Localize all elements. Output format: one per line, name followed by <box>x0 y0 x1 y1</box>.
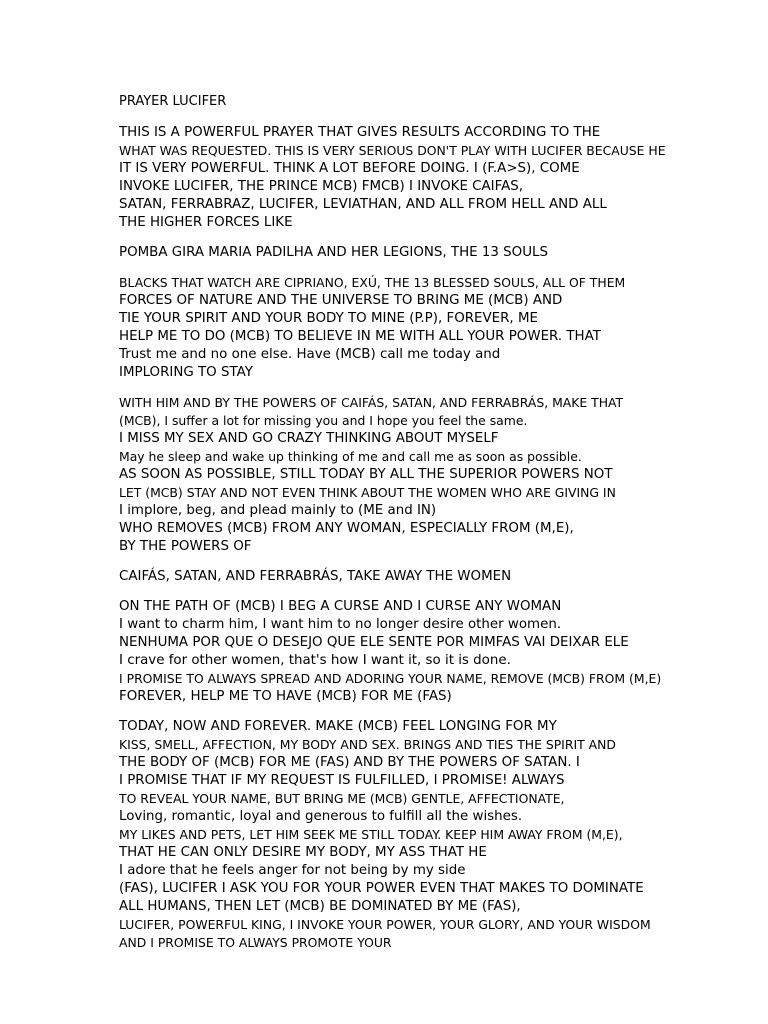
text-line: TIE YOUR SPIRIT AND YOUR BODY TO MINE (P.P), FOREVER, ME <box>119 311 538 326</box>
text-line: (MCB), I suffer a lot for missing you and I hope you feel the same. <box>119 413 528 428</box>
text-line: NENHUMA POR QUE O DESEJO QUE ELE SENTE POR MIMFAS VAI DEIXAR ELE <box>119 635 629 650</box>
text-line: THIS IS A POWERFUL PRAYER THAT GIVES RESULTS ACCORDING TO THE <box>119 125 601 140</box>
document-body <box>119 124 719 952</box>
text-line: (FAS), LUCIFER I ASK YOU FOR YOUR POWER EVEN THAT MAKES TO DOMINATE <box>119 881 644 896</box>
paragraph <box>119 244 719 262</box>
text-line: I MISS MY SEX AND GO CRAZY THINKING ABOUT MYSELF <box>119 431 499 446</box>
text-line: BY THE POWERS OF <box>119 539 252 554</box>
text-line: THAT HE CAN ONLY DESIRE MY BODY, MY ASS THAT HE <box>119 845 487 860</box>
paragraph <box>119 598 719 706</box>
text-line: I PROMISE TO ALWAYS SPREAD AND ADORING YOUR NAME, REMOVE (MCB) FROM (M,E) <box>119 671 662 686</box>
text-line: INVOKE LUCIFER, THE PRINCE MCB) FMCB) I INVOKE CAIFAS, <box>119 179 524 194</box>
text-line: I PROMISE THAT IF MY REQUEST IS FULFILLED, I PROMISE! ALWAYS <box>119 773 565 788</box>
text-line: THE BODY OF (MCB) FOR ME (FAS) AND BY THE POWERS OF SATAN. I <box>119 755 580 770</box>
text-line: Trust me and no one else. Have (MCB) call me today and <box>119 347 501 362</box>
text-line: LUCIFER, POWERFUL KING, I INVOKE YOUR POWER, YOUR GLORY, AND YOUR WISDOM <box>119 917 651 932</box>
text-line: SATAN, FERRABRAZ, LUCIFER, LEVIATHAN, AND ALL FROM HELL AND ALL <box>119 197 607 212</box>
text-line: THE HIGHER FORCES LIKE <box>119 215 293 230</box>
document-title: PRAYER LUCIFER <box>119 94 227 109</box>
text-line: HELP ME TO DO (MCB) TO BELIEVE IN ME WITH ALL YOUR POWER. THAT <box>119 329 601 344</box>
paragraph <box>119 274 719 382</box>
text-line: FOREVER, HELP ME TO HAVE (MCB) FOR ME (FAS) <box>119 689 452 704</box>
paragraph <box>119 394 719 556</box>
text-line: WITH HIM AND BY THE POWERS OF CAIFÁS, SATAN, AND FERRABRÁS, MAKE THAT <box>119 395 624 410</box>
text-line: May he sleep and wake up thinking of me and call me as soon as possible. <box>119 449 582 464</box>
text-line: TO REVEAL YOUR NAME, BUT BRING ME (MCB) GENTLE, AFFECTIONATE, <box>119 791 565 806</box>
text-line: IT IS VERY POWERFUL. THINK A LOT BEFORE DOING. I (F.A>S), COME <box>119 161 580 176</box>
text-line: Loving, romantic, loyal and generous to fulfill all the wishes. <box>119 809 523 824</box>
text-line: I crave for other women, that's how I want it, so it is done. <box>119 653 511 668</box>
text-line: BLACKS THAT WATCH ARE CIPRIANO, EXÚ, THE 13 BLESSED SOULS, ALL OF THEM <box>119 275 626 290</box>
paragraph <box>119 124 719 232</box>
text-line: MY LIKES AND PETS, LET HIM SEEK ME STILL TODAY. KEEP HIM AWAY FROM (M,E), <box>119 827 623 842</box>
text-line: IMPLORING TO STAY <box>119 365 253 380</box>
text-line: I adore that he feels anger for not being by my side <box>119 863 466 878</box>
text-line: POMBA GIRA MARIA PADILHA AND HER LEGIONS, THE 13 SOULS <box>119 245 548 260</box>
paragraph <box>119 568 719 586</box>
text-line: I want to charm him, I want him to no longer desire other women. <box>119 617 562 632</box>
text-line: CAIFÁS, SATAN, AND FERRABRÁS, TAKE AWAY THE WOMEN <box>119 569 512 584</box>
text-line: TODAY, NOW AND FOREVER. MAKE (MCB) FEEL LONGING FOR MY <box>119 719 557 734</box>
text-line: KISS, SMELL, AFFECTION, MY BODY AND SEX. BRINGS AND TIES THE SPIRIT AND <box>119 737 616 752</box>
text-line: AS SOON AS POSSIBLE, STILL TODAY BY ALL THE SUPERIOR POWERS NOT <box>119 467 613 482</box>
text-line: WHO REMOVES (MCB) FROM ANY WOMAN, ESPECIALLY FROM (M,E), <box>119 521 574 536</box>
document-page <box>119 94 719 964</box>
text-line: FORCES OF NATURE AND THE UNIVERSE TO BRING ME (MCB) AND <box>119 293 563 308</box>
text-line: AND I PROMISE TO ALWAYS PROMOTE YOUR <box>119 935 392 950</box>
text-line: LET (MCB) STAY AND NOT EVEN THINK ABOUT THE WOMEN WHO ARE GIVING IN <box>119 485 616 500</box>
text-line: I implore, beg, and plead mainly to (ME and IN) <box>119 503 437 518</box>
text-line: ALL HUMANS, THEN LET (MCB) BE DOMINATED BY ME (FAS), <box>119 899 521 914</box>
text-line: ON THE PATH OF (MCB) I BEG A CURSE AND I CURSE ANY WOMAN <box>119 599 562 614</box>
text-line: WHAT WAS REQUESTED. THIS IS VERY SERIOUS DON'T PLAY WITH LUCIFER BECAUSE HE <box>119 143 666 158</box>
paragraph <box>119 718 719 952</box>
